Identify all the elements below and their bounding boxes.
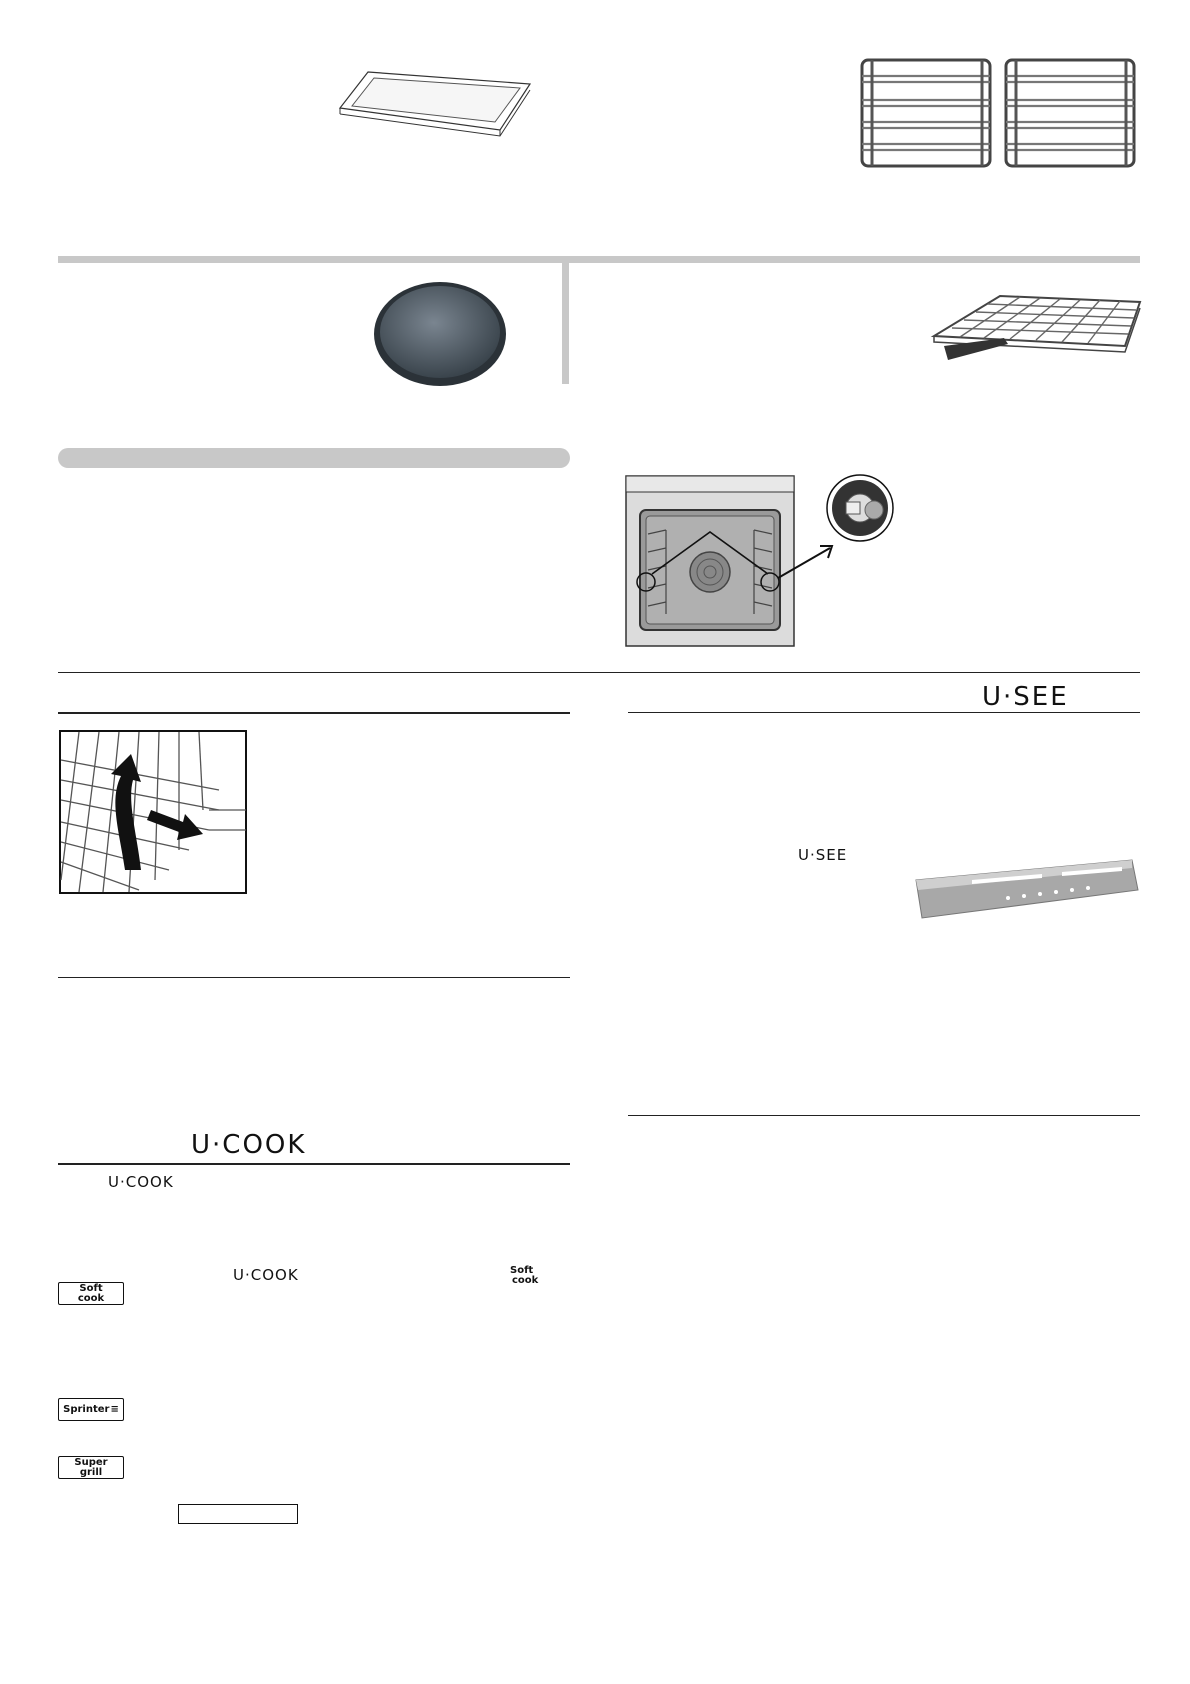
soft-cook-icon	[58, 1282, 124, 1305]
section-header-bar	[58, 448, 570, 468]
empty-label-box	[178, 1504, 298, 1524]
ucook-logo-inline: U·COOK	[233, 1266, 299, 1284]
top-separator-bar	[58, 256, 1140, 263]
rule-left-3	[58, 1163, 570, 1165]
soft-cook-box-line1: Soft	[79, 1282, 103, 1294]
ucook-logo-large: U·COOK	[191, 1130, 307, 1160]
shelf-removal-diagram	[59, 730, 247, 894]
rule-right-2	[628, 1115, 1140, 1116]
soft-cook-box-line2: cook	[77, 1292, 105, 1304]
usee-bar-accessory-image	[912, 858, 1140, 920]
baking-tray-image	[340, 72, 540, 132]
pizza-tray-image	[372, 278, 512, 388]
oven-interior-diagram	[624, 474, 896, 648]
side-racks-image	[860, 58, 1140, 170]
rule-left-1	[58, 712, 570, 714]
soft-cook-line2: cook	[512, 1275, 539, 1286]
rule-full	[58, 672, 1140, 673]
soft-cook-icon-inline	[510, 1266, 538, 1286]
usee-logo-small: U·SEE	[798, 846, 848, 864]
usee-logo-large: U·SEE	[982, 682, 1069, 712]
grill-rack-with-handle-image	[930, 296, 1142, 370]
super-grill-line1: Super	[74, 1456, 108, 1468]
super-grill-line2: grill	[79, 1466, 103, 1478]
soft-cook-line1: Soft	[510, 1265, 534, 1276]
rule-left-2	[58, 977, 570, 978]
vertical-separator-bar	[562, 256, 569, 384]
rule-right-1	[628, 712, 1140, 713]
sprinter-icon: Sprinter ≡	[58, 1398, 124, 1421]
ucook-logo-small: U·COOK	[108, 1173, 174, 1191]
sprinter-label: Sprinter	[63, 1403, 110, 1415]
super-grill-icon	[58, 1456, 124, 1479]
